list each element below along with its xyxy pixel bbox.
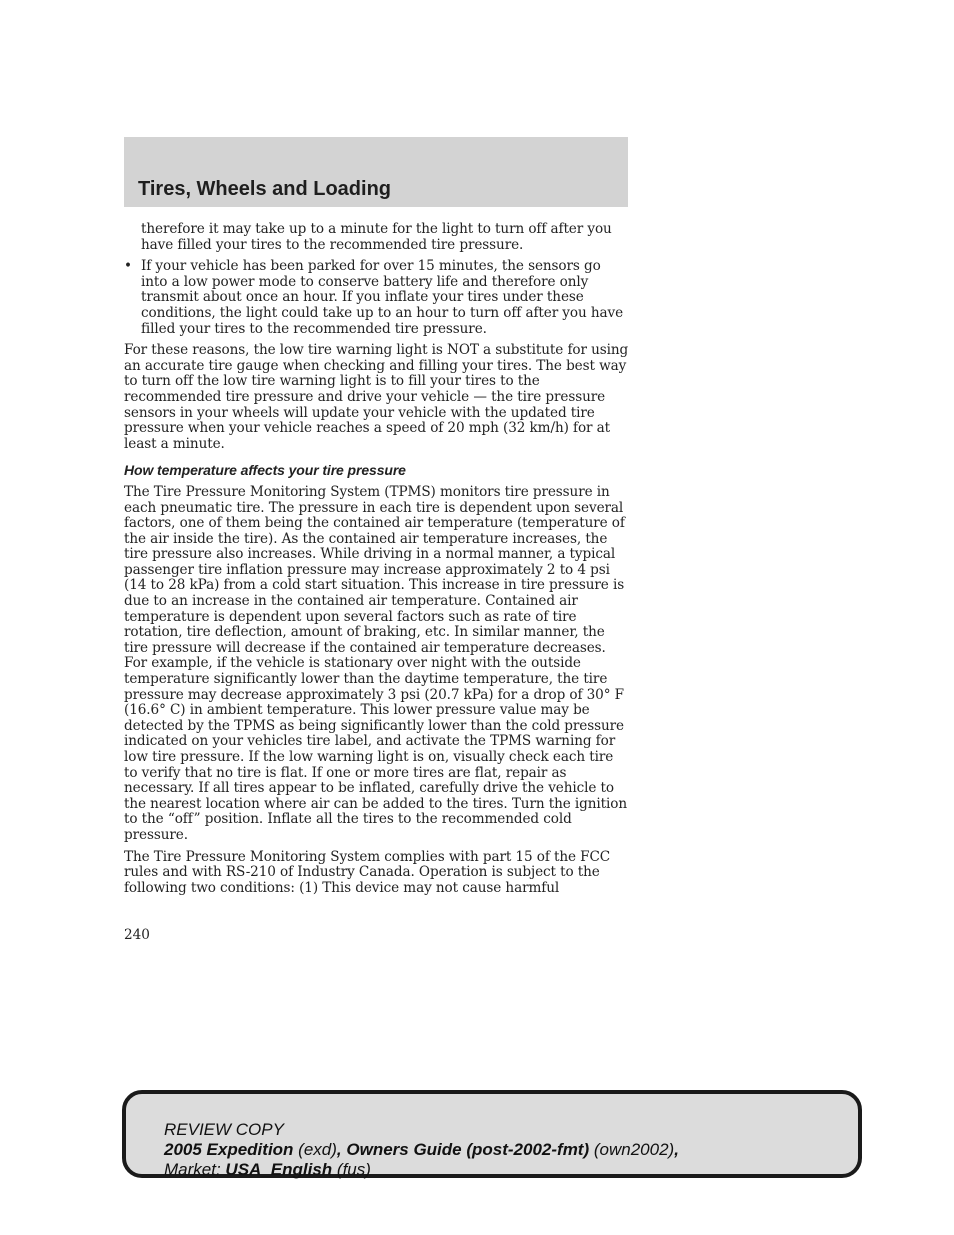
section-header-band bbox=[124, 137, 628, 207]
document-info-line bbox=[164, 1140, 679, 1160]
paragraph-tpms-temperature: The Tire Pressure Monitoring System (TPMS) monitors tire pressure in each pneumatic tire. The pressure in each tire is dependent upon several factors, one of them being the contained air temperature (temperature of the air inside the tire). As the contained air temperature increases, the tire pressure also increases. While driving in a normal manner, a typical passenger tire inflation pressure may increase approximately 2 to 4 psi (14 to 28 kPa) from a cold start situation. This increase in tire pressure is due to an increase in the contained air temperature. Contained air temperature is dependent upon several factors such as rate of tire rotation, tire deflection, amount of braking, etc. In similar manner, the tire pressure will decrease if the contained air temperature decreases. For example, if the vehicle is stationary over night with the outside temperature significantly lower than the daytime temperature, the tire pressure may decrease approximately 3 psi (20.7 kPa) for a drop of 30° F (16.6° C) in ambient temperature. This lower pressure value may be detected by the TPMS as being significantly lower than the cold pressure indicated on your vehicles tire label, and activate the TPMS warning for low tire pressure. If the low warning light is on, visually check each tire to verify that no tire is flat. If one or more tires are flat, repair as necessary. If all tires appear to be inflated, carefully drive the vehicle to the nearest location where air can be added to the tires. Turn the ignition to the “off” position. Inflate all the tires to the recommended cold pressure. bbox=[124, 483, 628, 843]
separator: , bbox=[336, 1140, 342, 1159]
separator: , bbox=[674, 1140, 679, 1159]
market-name: USA_English bbox=[225, 1160, 333, 1179]
bullet-dot: • bbox=[124, 258, 132, 275]
review-copy-box bbox=[122, 1090, 862, 1178]
subheading-temperature: How temperature affects your tire pressure bbox=[124, 462, 406, 479]
market-label: Market: bbox=[164, 1160, 221, 1179]
market-code: (fus) bbox=[336, 1160, 371, 1179]
model-code: (exd) bbox=[298, 1140, 337, 1159]
section-title: Tires, Wheels and Loading bbox=[138, 178, 392, 200]
market-line bbox=[164, 1160, 679, 1180]
review-copy-text bbox=[164, 1120, 679, 1180]
review-copy-label: REVIEW COPY bbox=[164, 1120, 284, 1139]
paragraph-substitute: For these reasons, the low tire warning light is NOT a substitute for using an accurate tire gauge when checking and filling your tires. The best way to turn off the low tire warning light is to fill your tires to the recommended tire pressure and drive your vehicle — the tire pressure sensors in your wheels will update your vehicle with the updated tire pressure when your vehicle reaches a speed of 20 mph (32 km/h) for at least a minute. bbox=[124, 342, 629, 452]
intro-continuation: therefore it may take up to a minute for the light to turn off after you have filled your tires to the recommended tire pressure. bbox=[141, 221, 612, 253]
guide-code: (own2002) bbox=[593, 1140, 675, 1159]
model-name: 2005 Expedition bbox=[164, 1140, 294, 1159]
bullet-item bbox=[124, 259, 630, 337]
page-content bbox=[124, 222, 630, 902]
page-number: 240 bbox=[124, 927, 150, 943]
guide-name: Owners Guide (post-2002-fmt) bbox=[346, 1140, 590, 1159]
bullet-text: If your vehicle has been parked for over 15 minutes, the sensors go into a low power mode to conserve battery life and therefore only transmit about once an hour. If you inflate your tires under these conditions, the light could take up to an hour to turn off after you have filled your tires to the recommended tire pressure. bbox=[141, 258, 624, 337]
paragraph-fcc: The Tire Pressure Monitoring System complies with part 15 of the FCC rules and with RS-210 of Industry Canada. Operation is subject to the following two conditions: (1) This device may not cause harmful bbox=[124, 848, 611, 896]
